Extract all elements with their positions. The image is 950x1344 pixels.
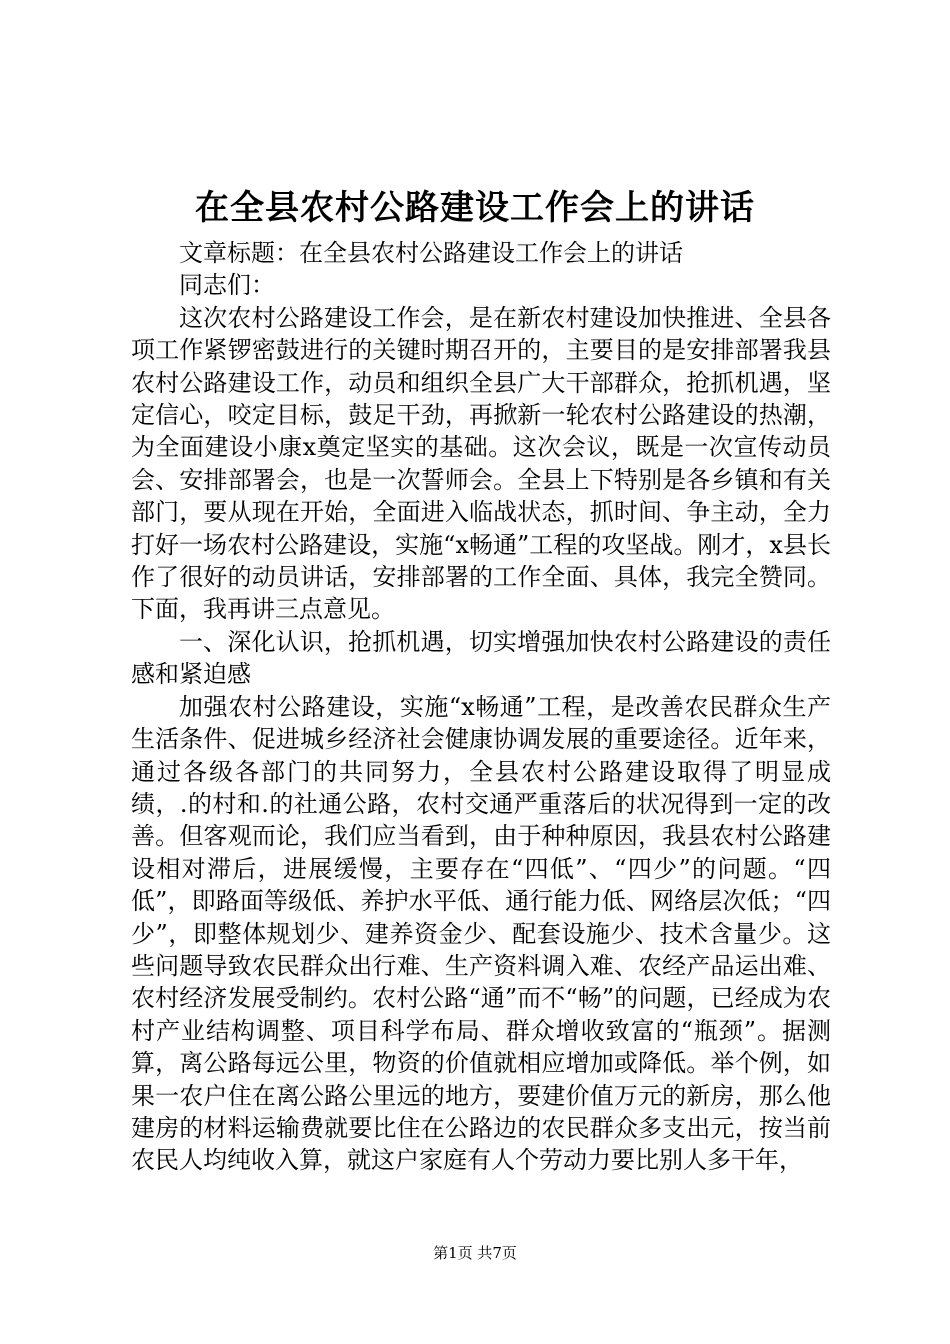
page-footer: 第1页 共7页: [433, 1244, 517, 1262]
body-paragraph: 加强农村公路建设，实施“x畅通”工程，是改善农民群众生产生活条件、促进城乡经济社会健康协调发展的重要途径。近年来，通过各级各部门的共同努力，全县农村公路建设取得了明显成绩，.的村和.的社通公路，农村交通严重落后的状况得到一定的改善。但客观而论，我们应当看到，由于种种原因，我县农村公路建设相对滞后，进展缓慢，主要存在“四低”、“四少”的问题。“四低”，即路面等级低、养护水平低、通行能力低、网络层次低；“四少”，即整体规划少、建养资金少、配套设施少、技术含量少。这些问题导致农民群众出行难、生产资料调入难、农经产品运出难、农村经济发展受制约。农村公路“通”而不“畅”的问题，已经成为农村产业结构调整、项目科学布局、群众增收致富的“瓶颈”。据测算，离公路每远公里，物资的价值就相应增加或降低。举个例，如果一农户住在离公路公里远的地方，要建价值万元的新房，那么他建房的材料运输费就要比住在公路边的农民群众多支出元，按当前农民人均纯收入算，就这户家庭有人个劳动力要比别人多干年，: [131, 692, 831, 1175]
section-heading: 一、深化认识，抢抓机遇，切实增强加快农村公路建设的责任感和紧迫感: [131, 627, 831, 689]
document-body: [131, 237, 831, 1177]
body-paragraph: 这次农村公路建设工作会，是在新农村建设加快推进、全县各项工作紧锣密鼓进行的关键时期召开的，主要目的是安排部署我县农村公路建设工作，动员和组织全县广大干部群众，抢抓机遇，坚定信心，咬定目标，鼓足干劲，再掀新一轮农村公路建设的热潮，为全面建设小康x奠定坚实的基础。这次会议，既是一次宣传动员会、安排部署会，也是一次誓师会。全县上下特别是各乡镇和有关部门，要从现在开始，全面进入临战状态，抓时间、争主动，全力打好一场农村公路建设，实施“x畅通”工程的攻坚战。刚才，x县长作了很好的动员讲话，安排部署的工作全面、具体，我完全赞同。下面，我再讲三点意见。: [131, 303, 831, 624]
salutation: 同志们：: [179, 271, 275, 300]
document-title: 在全县农村公路建设工作会上的讲话: [195, 188, 755, 228]
article-title-line: 文章标题：在全县农村公路建设工作会上的讲话: [179, 239, 683, 267]
